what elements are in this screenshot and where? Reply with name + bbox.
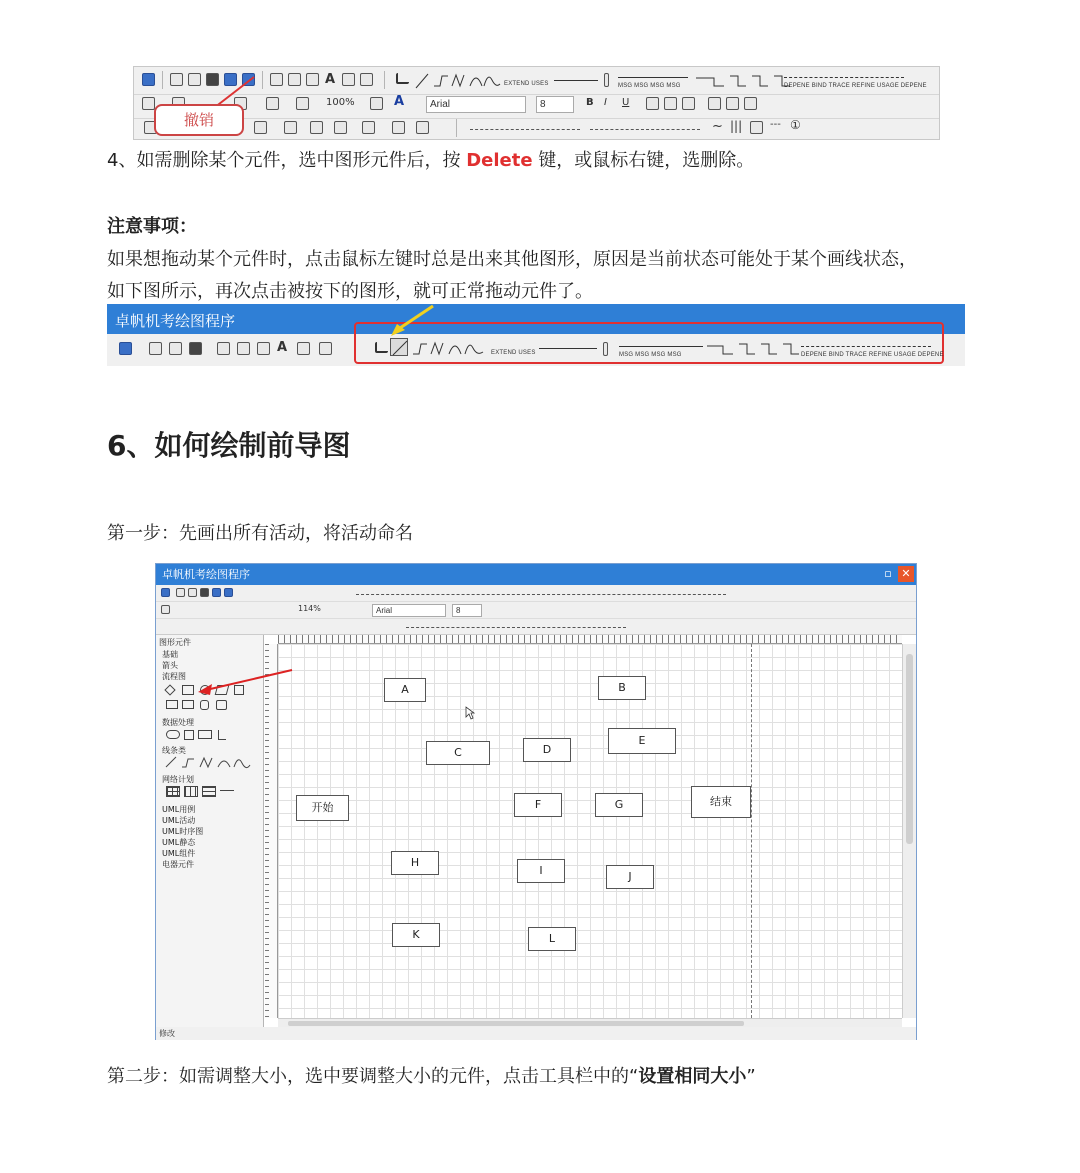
process-shape-icon[interactable] — [184, 730, 194, 740]
category-flowchart[interactable]: 流程图 — [162, 672, 186, 681]
arrow-line[interactable] — [554, 80, 598, 81]
line-tools-strip[interactable] — [356, 594, 726, 595]
fill-icon[interactable] — [161, 605, 170, 614]
zoom-value[interactable]: 114% — [298, 604, 321, 613]
page-icon[interactable] — [708, 97, 721, 110]
cut-icon[interactable] — [176, 588, 185, 597]
card-shape-icon[interactable] — [166, 700, 178, 709]
bold-icon[interactable]: B — [586, 97, 594, 108]
category-arrows[interactable]: 箭头 — [162, 661, 178, 670]
undo-callout — [154, 104, 244, 136]
notes-heading: 注意事项： — [107, 216, 197, 237]
activity-node-a[interactable]: A — [384, 678, 426, 702]
align-right-icon[interactable] — [682, 97, 695, 110]
group-icon[interactable] — [288, 73, 301, 86]
align-tool-icon-5[interactable] — [334, 121, 347, 134]
save-icon[interactable] — [119, 342, 132, 355]
save-icon[interactable] — [142, 73, 155, 86]
category-basic[interactable]: 基础 — [162, 650, 178, 659]
align-left-icon[interactable] — [646, 97, 659, 110]
copy-icon[interactable] — [169, 342, 182, 355]
start-node[interactable]: 开始 — [296, 795, 349, 821]
ungroup-icon[interactable] — [257, 342, 270, 355]
depend-labels: DEPENE BIND TRACE REFINE USAGE DEPENE — [801, 352, 944, 358]
depend-arrow-line[interactable] — [801, 346, 931, 347]
msg-arrow-line[interactable] — [618, 77, 688, 78]
font-color-icon[interactable]: A — [394, 94, 405, 109]
copy-icon[interactable] — [188, 588, 197, 597]
terminator-shape-icon[interactable] — [166, 730, 180, 739]
cut-icon[interactable] — [170, 73, 183, 86]
activity-node-l[interactable]: L — [528, 927, 576, 951]
columns-icon[interactable]: ||| — [730, 119, 743, 133]
toolbar-screenshot-2 — [107, 304, 965, 366]
data-shapes — [164, 728, 254, 742]
pressed-line-tool[interactable] — [390, 338, 408, 356]
step4-before: 4、如需删除某个元件，选中图形元件后，按 — [107, 150, 461, 171]
paste-icon[interactable] — [200, 588, 209, 597]
window-title-bar — [156, 564, 916, 585]
print-icon[interactable] — [744, 97, 757, 110]
vertical-scrollbar[interactable] — [902, 644, 916, 1018]
text-tool-icon[interactable]: A — [325, 72, 336, 87]
align-icon[interactable] — [342, 73, 355, 86]
app-toolbar-3 — [156, 619, 916, 635]
category-network-plan[interactable]: 网络计划 — [162, 775, 194, 784]
step2-bold: 设置相同大小 — [638, 1066, 747, 1087]
font-size-select[interactable]: 8 — [536, 96, 574, 113]
app-toolbar-1 — [156, 585, 916, 602]
msg-labels: MSG MSG MSG MSG — [618, 83, 681, 89]
activity-node-i[interactable]: I — [517, 859, 565, 883]
align-tool-icon-8[interactable] — [416, 121, 429, 134]
extend-uses-label: EXTEND USES — [491, 350, 536, 356]
category-electrical[interactable]: 电器元件 — [162, 860, 194, 869]
step-lines-icon[interactable] — [705, 338, 801, 358]
curve-icon[interactable]: ~ — [712, 119, 723, 134]
msg-arrow-line[interactable] — [619, 346, 703, 347]
line-shapes-icon[interactable] — [164, 755, 254, 769]
save-icon[interactable] — [161, 588, 170, 597]
horizontal-ruler — [278, 635, 902, 644]
depend-labels: DEPENE BIND TRACE REFINE USAGE DEPENE — [784, 83, 927, 89]
activity-node-j[interactable]: J — [606, 865, 654, 889]
category-uml-component[interactable]: UML组件 — [162, 849, 196, 858]
vertical-ruler — [265, 644, 278, 1018]
connector-shape-icon[interactable] — [218, 730, 226, 740]
group-icon[interactable] — [237, 342, 250, 355]
section6-heading: 6、如何绘制前导图 — [107, 429, 351, 462]
category-uml-sequence[interactable]: UML时序图 — [162, 827, 204, 836]
page-boundary — [751, 644, 752, 1018]
activity-node-c[interactable]: C — [426, 741, 490, 765]
font-family-select[interactable]: Arial — [426, 96, 526, 113]
underline-icon[interactable]: U — [622, 97, 630, 108]
font-size-select[interactable]: 8 — [452, 604, 482, 617]
grid-table-icon-1[interactable] — [166, 786, 180, 797]
category-lines[interactable]: 线条类 — [162, 746, 186, 755]
font-family-select[interactable]: Arial — [372, 604, 446, 617]
red-pointer-arrow — [196, 668, 296, 698]
zoom-value[interactable]: 100% — [326, 97, 355, 108]
app-title: 卓帆机考绘图程序 — [115, 312, 236, 330]
activity-node-b[interactable]: B — [598, 676, 646, 700]
step-lines-icon[interactable] — [694, 70, 794, 90]
line-weight-icon[interactable] — [370, 97, 383, 110]
elbow-line-icon[interactable] — [375, 342, 388, 353]
grid-table-icon-2[interactable] — [184, 786, 198, 797]
bar-icon[interactable] — [604, 73, 609, 87]
number-circle-icon[interactable]: ① — [790, 118, 801, 132]
cylinder-shape-icon[interactable] — [200, 700, 209, 710]
category-uml-static[interactable]: UML静态 — [162, 838, 196, 847]
activity-node-d[interactable]: D — [523, 738, 571, 762]
end-node[interactable]: 结束 — [691, 786, 751, 818]
italic-icon[interactable]: I — [604, 97, 607, 108]
activity-node-h[interactable]: H — [391, 851, 439, 875]
depend-arrow-line[interactable] — [784, 77, 904, 78]
step2-paragraph — [107, 1062, 756, 1088]
status-bar — [156, 1027, 916, 1040]
delete-key: Delete — [466, 150, 533, 171]
category-data-processing[interactable]: 数据处理 — [162, 718, 194, 727]
paste-icon[interactable] — [189, 342, 202, 355]
arrow-styles-strip[interactable] — [406, 627, 626, 628]
elbow-line-icon[interactable] — [396, 73, 409, 84]
restore-icon[interactable]: ▫ — [884, 567, 892, 580]
line-tools-icon[interactable] — [414, 70, 504, 90]
line-color-icon[interactable] — [266, 97, 279, 110]
undo-callout-label: 撤销 — [183, 111, 214, 129]
drum-shape-icon[interactable] — [216, 700, 227, 710]
vertical-scroll-thumb[interactable] — [906, 654, 913, 844]
window-title: 卓帆机考绘图程序 — [162, 568, 250, 581]
app-toolbar-2 — [156, 602, 916, 619]
arrow-styles-left[interactable] — [470, 129, 580, 130]
panel-title: 图形元件 — [159, 638, 191, 647]
step1-text: 第一步：先画出所有活动，将活动命名 — [107, 523, 413, 544]
align-tool-icon-3[interactable] — [284, 121, 297, 134]
fill-icon[interactable] — [142, 97, 155, 110]
notes-line2: 如下图所示，再次点击被按下的图形，就可正常拖动元件了。 — [107, 281, 593, 302]
drawing-canvas[interactable] — [278, 644, 902, 1018]
status-text: 修改 — [159, 1029, 175, 1038]
undo-icon[interactable] — [212, 588, 221, 597]
dash-icon[interactable]: --- — [770, 119, 781, 130]
copy-icon[interactable] — [188, 73, 201, 86]
close-icon[interactable]: ✕ — [898, 566, 914, 582]
step2-before: 第二步：如需调整大小，选中要调整大小的元件，点击工具栏中的“ — [107, 1066, 639, 1087]
step4-paragraph — [107, 146, 754, 172]
align-tool-icon-6[interactable] — [362, 121, 375, 134]
step4-after: 键，或鼠标右键，选删除。 — [538, 150, 755, 171]
horizontal-scroll-thumb[interactable] — [288, 1021, 744, 1026]
yellow-pointer-arrow — [387, 304, 437, 340]
redo-icon[interactable] — [224, 588, 233, 597]
activity-node-f[interactable]: F — [514, 793, 562, 817]
rectangle-shape-icon[interactable] — [182, 685, 194, 695]
msg-labels: MSG MSG MSG MSG — [619, 352, 682, 358]
align-tool-icon-4[interactable] — [310, 121, 323, 134]
diagonal-line-icon — [391, 339, 409, 357]
align-icon[interactable] — [297, 342, 310, 355]
notes-line1: 如果想拖动某个元件时，点击鼠标左键时总是出来其他图形，原因是当前状态可能处于某个画线状态， — [107, 249, 917, 270]
bar-icon[interactable] — [603, 342, 608, 356]
align-tool-icon-2[interactable] — [254, 121, 267, 134]
table-icon[interactable] — [750, 121, 763, 134]
image-icon[interactable] — [217, 342, 230, 355]
distribute-icon[interactable] — [360, 73, 373, 86]
distribute-icon[interactable] — [319, 342, 332, 355]
mouse-cursor-icon — [465, 706, 475, 720]
horizontal-scrollbar[interactable] — [278, 1018, 902, 1027]
category-uml-activity[interactable]: UML活动 — [162, 816, 196, 825]
align-tool-icon-7[interactable] — [392, 121, 405, 134]
cut-icon[interactable] — [149, 342, 162, 355]
image-icon[interactable] — [270, 73, 283, 86]
category-uml-usecase[interactable]: UML用例 — [162, 805, 196, 814]
arrow-line[interactable] — [539, 348, 597, 349]
text-tool-icon[interactable]: A — [277, 340, 288, 355]
activity-node-e[interactable]: E — [608, 728, 676, 754]
diamond-shape-icon[interactable] — [164, 684, 175, 695]
color-palette-icon[interactable] — [296, 97, 309, 110]
tape-shape-icon[interactable] — [182, 700, 194, 709]
activity-node-g[interactable]: G — [595, 793, 643, 817]
align-center-icon[interactable] — [664, 97, 677, 110]
page-setup-icon[interactable] — [726, 97, 739, 110]
ungroup-icon[interactable] — [306, 73, 319, 86]
drawing-app-window — [155, 563, 917, 1040]
activity-node-k[interactable]: K — [392, 923, 440, 947]
grid-table-icon-3[interactable] — [202, 786, 216, 797]
toolbar-screenshot-1 — [133, 66, 940, 140]
storage-shape-icon[interactable] — [198, 730, 212, 739]
network-shapes — [164, 785, 254, 799]
line-tools-icon[interactable] — [411, 338, 491, 358]
step2-after: ” — [746, 1066, 756, 1087]
extend-uses-label: EXTEND USES — [504, 81, 549, 87]
timeline-icon[interactable] — [220, 790, 234, 791]
arrow-styles-right[interactable] — [590, 129, 700, 130]
